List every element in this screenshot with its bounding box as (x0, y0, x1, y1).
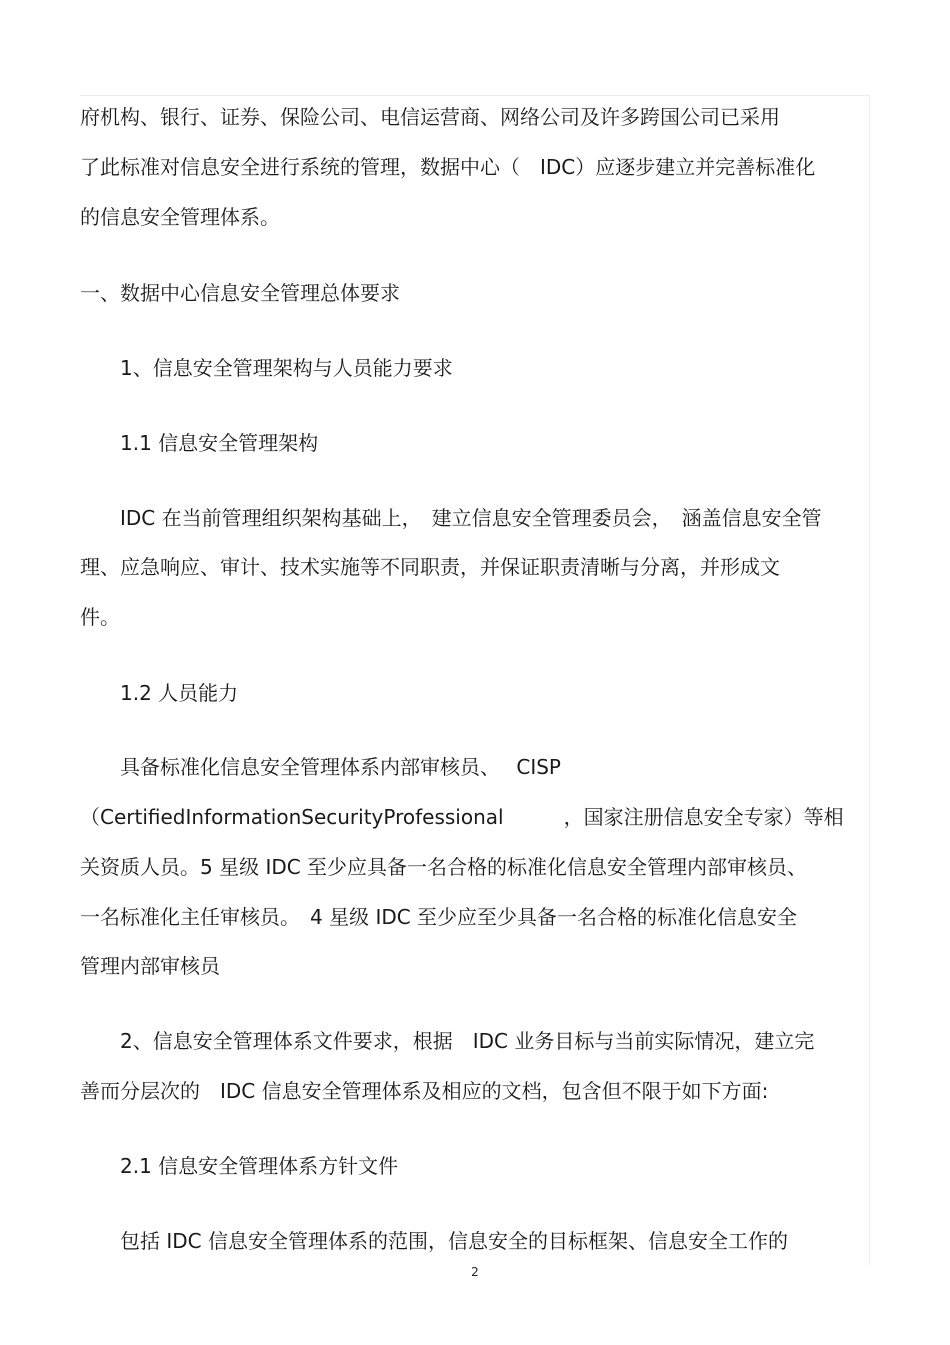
section-heading: 一、数据中心信息安全管理总体要求 (80, 281, 400, 305)
text-line: 具备标准化信息安全管理体系内部审核员、 CISP (120, 755, 561, 779)
text-line: 府机构、银行、证券、保险公司、电信运营商、网络公司及许多跨国公司已采用 (80, 105, 780, 129)
text-line: 了此标准对信息安全进行系统的管理，数据中心（ IDC）应逐步建立并完善标准化 (80, 155, 816, 179)
text-line: 2、信息安全管理体系文件要求，根据 IDC 业务目标与当前实际情况，建立完 (120, 1029, 815, 1053)
subsection-heading: 1、信息安全管理架构与人员能力要求 (120, 356, 453, 380)
subsection-heading: 1.2 人员能力 (120, 681, 239, 705)
text-line: 善而分层次的 IDC 信息安全管理体系及相应的文档，包含但不限于如下方面: (80, 1079, 769, 1103)
page-border-top (80, 95, 870, 96)
text-line: 包括 IDC 信息安全管理体系的范围，信息安全的目标框架、信息安全工作的 (120, 1229, 788, 1253)
text-line: 件。 (80, 605, 120, 629)
text-line: 管理内部审核员 (80, 954, 220, 978)
text-line: （CertifiedInformationSecurityProfessional ，国家注册信息安全专家）等相 (80, 805, 844, 829)
subsection-heading: 1.1 信息安全管理架构 (120, 431, 319, 455)
text-line: 关资质人员。5 星级 IDC 至少应具备一名合格的标准化信息安全管理内部审核员、 (80, 855, 808, 879)
text-line: 理、应急响应、审计、技术实施等不同职责，并保证职责清晰与分离，并形成文 (80, 555, 780, 579)
text-line: IDC 在当前管理组织架构基础上， 建立信息安全管理委员会， 涵盖信息安全管 (120, 506, 822, 530)
text-line: 一名标准化主任审核员。 4 星级 IDC 至少应至少具备一名合格的标准化信息安全 (80, 905, 798, 929)
text-line: 的信息安全管理体系。 (80, 205, 280, 229)
subsection-heading: 2.1 信息安全管理体系方针文件 (120, 1154, 399, 1178)
page-number: 2 (471, 1265, 479, 1279)
page-border-right (869, 95, 870, 1265)
